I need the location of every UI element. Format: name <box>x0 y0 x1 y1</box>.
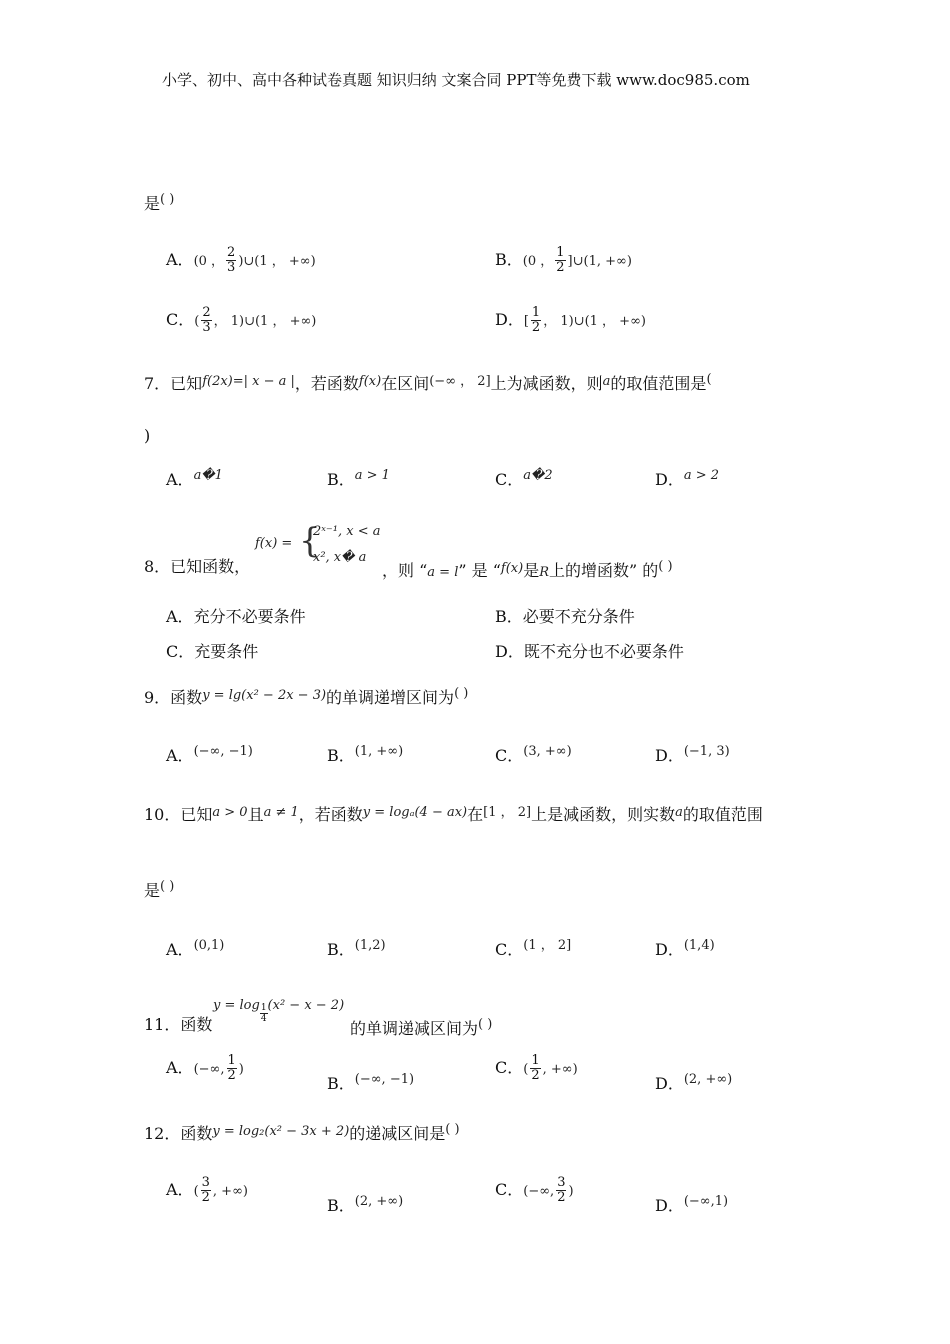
brace-icon: { <box>299 521 321 561</box>
q11-option-b[interactable]: B．$^{(-\infty, -1)}$ <box>327 1072 415 1093</box>
q8-option-d[interactable]: D．既不充分也不必要条件 <box>495 642 684 661</box>
q8-option-a[interactable]: A．充分不必要条件 <box>166 607 306 626</box>
fraction: $\frac{2}{3}$ <box>227 245 236 275</box>
q6-option-a[interactable]: A．(0 ， $\frac{2}{3}$ )∪(1 ， +∞) <box>166 245 316 275</box>
page-header: 小学、初中、高中各种试卷真题 知识归纳 文案合同 PPT等免费下载 www.doc985.com <box>162 71 750 89</box>
q12-option-c[interactable]: C．(−∞, $\frac{3}{2}$ ) <box>495 1175 574 1205</box>
q12-option-a[interactable]: A．( $\frac{3}{2}$ , +∞) <box>166 1175 248 1205</box>
q11-option-d[interactable]: D．$^{(2, +\infty)}$ <box>655 1072 733 1093</box>
q8-number: 8．已知函数， <box>144 557 251 576</box>
q10-option-d[interactable]: D．$^{(1,4)}$ <box>655 938 715 959</box>
q8-stem: ，则 “a = l” 是 “$^{f(x)}$是R上的增函数” 的( ) <box>382 559 673 580</box>
fraction: $\frac{1}{2}$ <box>531 305 541 335</box>
q8-option-b[interactable]: B．必要不充分条件 <box>495 607 635 626</box>
q10-option-a[interactable]: A．$^{(0,1)}$ <box>166 938 225 959</box>
q10-option-c[interactable]: C．$^{(1 , 2]}$ <box>495 938 572 959</box>
q7-option-b[interactable]: B．$^{a > 1}$ <box>327 468 390 489</box>
q9-stem: 9．函数$^{y = lg(x^2 - 2x - 3)}$的单调递增区间为( ) <box>144 686 469 707</box>
q12-stem: 12．函数$^{y = log_2(x^2 - 3x + 2)}$的递减区间是( ) <box>144 1122 460 1143</box>
q7-option-d[interactable]: D．$^{a > 2}$ <box>655 468 720 489</box>
q10-tail: 是( ) <box>144 879 175 900</box>
q9-option-b[interactable]: B．$^{(1, +\infty)}$ <box>327 744 404 765</box>
q11-stem: 的单调递减区间为( ) <box>350 1017 493 1038</box>
q11-option-a[interactable]: A．(−∞, $\frac{1}{2}$ ) <box>166 1053 244 1083</box>
q7-paren-close: ) <box>144 426 151 445</box>
q12-option-d[interactable]: D．$^{(-\infty,1)}$ <box>655 1194 729 1215</box>
fraction: $\frac{2}{3}$ <box>202 305 211 335</box>
fraction: $\frac{1}{2}$ <box>556 245 565 275</box>
q11-expression: y = log $\frac{1}{4}$ (x² − x − 2) <box>213 998 345 1024</box>
q9-option-d[interactable]: D．$^{(-1, 3)}$ <box>655 744 730 765</box>
fraction: $\frac{3}{2}$ <box>557 1175 566 1205</box>
q11-number: 11．函数 <box>144 1015 213 1034</box>
q6-option-b[interactable]: B．(0 ， $\frac{1}{2}$ ]∪(1, +∞) <box>495 245 632 275</box>
q6-tail: 是( ) <box>144 192 175 213</box>
base-fraction: $\frac{1}{4}$ <box>260 1003 267 1024</box>
q7-option-a[interactable]: A．$^{a�1}$ <box>166 468 223 489</box>
page: 小学、初中、高中各种试卷真题 知识归纳 文案合同 PPT等免费下载 www.doc985.com 是( ) A．(0 ， $\frac{2}{3}$ )∪(1 ， +∞) B．(0 ， $\frac{1}{2}$ ]∪(1, +∞) C．( $\frac{2}{3}$ ， 1)∪(1 ， +∞) D．[ $\frac{1}{2}$ ， 1)∪(1 ， +∞) 7．已知$^{f(2x)=| x - a |}$，若函数$^{f(x)}$在区间$^{(-\infty , 2]}$上为减函数，则$^a$的取值范围是( ) A．$^{a�1}$ B．$^{a > 1}$ C．$^{a�2}$ D．$^{a > 2}$ 8．已知函数， f(x) = { 2ˣ⁻¹, x < a x², x� a ，则 “a = l” 是 “$^{f(x)}$是R上的增函数” 的( ) A．充分不必要条件 B．必要不充分条件 C．充要条件 D．既不充分也不必要条件 9．函数$^{y = lg(x^2 - 2x - 3)}$的单调递增区间为( ) A．$^{(-\infty, -1)}$ B．$^{(1, +\infty)}$ C．$^{(3, +\infty)}$ D．$^{(-1, 3)}$ 10．已知$^{a > 0}$且$^{a \ne 1}$，若函数$^{y = log_a(4 - ax)}$在[1 ， 2]上是减函数，则实数$^a$的取值范围 是( ) A．$^{(0,1)}$ B．$^{(1,2)}$ C．$^{(1 , 2]}$ D．$^{(1,4)}$ 11．函数 y = log $\frac{1}{4}$ (x² − x − 2) 的单调递减区间为( ) A．(−∞, $\frac{1}{2}$ ) B．$^{(-\infty, -1)}$ C．( $\frac{1}{2}$ , +∞) D．$^{(2, +\infty)}$ 12．函数$^{y = log_2(x^2 - 3x + 2)}$的递减区间是( ) A．( $\frac{3}{2}$ , +∞) B．$^{(2, +\infty)}$ C．(−∞, $\frac{3}{2}$ ) D．$^{(-\infty,1)}$ <box>144 71 763 1215</box>
q8-option-c[interactable]: C．充要条件 <box>166 642 259 661</box>
q9-option-a[interactable]: A．$^{(-\infty, -1)}$ <box>166 744 253 765</box>
q7-option-c[interactable]: C．$^{a�2}$ <box>495 468 553 489</box>
fraction: $\frac{3}{2}$ <box>201 1175 210 1205</box>
q6-option-c[interactable]: C．( $\frac{2}{3}$ ， 1)∪(1 ， +∞) <box>166 305 317 335</box>
fraction: $\frac{1}{2}$ <box>227 1053 236 1083</box>
q10-option-b[interactable]: B．$^{(1,2)}$ <box>327 938 386 959</box>
q6-option-d[interactable]: D．[ $\frac{1}{2}$ ， 1)∪(1 ， +∞) <box>495 305 646 335</box>
q7-stem: 7．已知$^{f(2x)=| x - a |}$，若函数$^{f(x)}$在区间$^{(-\infty , 2]}$上为减函数，则$^a$的取值范围是( <box>144 372 712 393</box>
q12-option-b[interactable]: B．$^{(2, +\infty)}$ <box>327 1194 404 1215</box>
q11-option-c[interactable]: C．( $\frac{1}{2}$ , +∞) <box>495 1053 578 1083</box>
q9-option-c[interactable]: C．$^{(3, +\infty)}$ <box>495 744 572 765</box>
q10-stem: 10．已知$^{a > 0}$且$^{a \ne 1}$，若函数$^{y = log_a(4 - ax)}$在[1 ， 2]上是减函数，则实数$^a$的取值范围 <box>144 805 763 824</box>
fraction: $\frac{1}{2}$ <box>531 1053 540 1083</box>
